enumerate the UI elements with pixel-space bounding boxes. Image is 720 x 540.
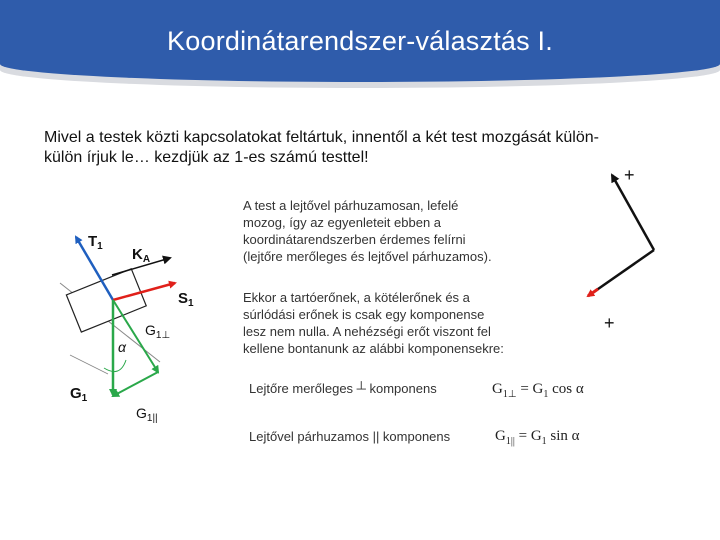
parallel-component-label: Lejtővel párhuzamos || komponens bbox=[249, 429, 451, 444]
plus-sign-bottom: + bbox=[604, 313, 615, 333]
label-KA: $K_A$ bbox=[132, 246, 151, 265]
paragraph-1-line: A test a lejtővel párhuzamosan, lefelé bbox=[243, 198, 459, 213]
axis-perpendicular-arrow bbox=[612, 175, 654, 250]
parallel-formula: $G_{1||} = G_1$ sin α bbox=[495, 428, 580, 447]
paragraph-2-line: kellene bontanunk az alábbi komponensekre: bbox=[243, 341, 504, 356]
paragraph-1 bbox=[243, 197, 543, 265]
label-G1-par: $G_{1||}$ bbox=[136, 405, 158, 424]
label-G1: $G_1$ bbox=[70, 385, 88, 404]
perpendicular-component-label: Lejtőre merőleges ┴ komponens bbox=[249, 381, 437, 396]
paragraph-2-line: lesz nem nulla. A nehézségi erőt viszont fel bbox=[243, 324, 491, 339]
block bbox=[66, 269, 146, 332]
paragraph-1-line: (lejtőre merőleges és lejtővel párhuzamos). bbox=[243, 249, 492, 264]
label-G1-perp: $G_{1\perp}$ bbox=[145, 322, 171, 341]
paragraph-2 bbox=[243, 289, 543, 357]
page-title: Koordinátarendszer-választás I. bbox=[167, 26, 553, 56]
gravity-parallel-vector bbox=[113, 372, 158, 396]
plus-sign-top: + bbox=[624, 165, 635, 185]
intro-line-1: Mivel a testek közti kapcsolatokat feltártuk, innentől a két test mozgását külön- bbox=[44, 129, 599, 146]
paragraph-2-line: súrlódási erőnek is csak egy komponense bbox=[243, 307, 485, 322]
perpendicular-formula: $G_{1\perp} = G_1$ cos α bbox=[492, 381, 584, 400]
label-alpha: α bbox=[118, 339, 126, 355]
paragraph-1-line: koordinátarendszerben érdemes felírni bbox=[243, 232, 466, 247]
angle-arc bbox=[104, 360, 126, 372]
paragraph-2-line: Ekkor a tartóerőnek, a kötélerőnek és a bbox=[243, 290, 470, 305]
label-S1: $S_1$ bbox=[178, 290, 194, 309]
intro-line-2: külön írjuk le… kezdjük az 1-es számú testtel! bbox=[44, 149, 369, 166]
paragraph-1-line: mozog, így az egyenleteit ebben a bbox=[243, 215, 442, 230]
label-T1: $T_1$ bbox=[88, 233, 103, 252]
